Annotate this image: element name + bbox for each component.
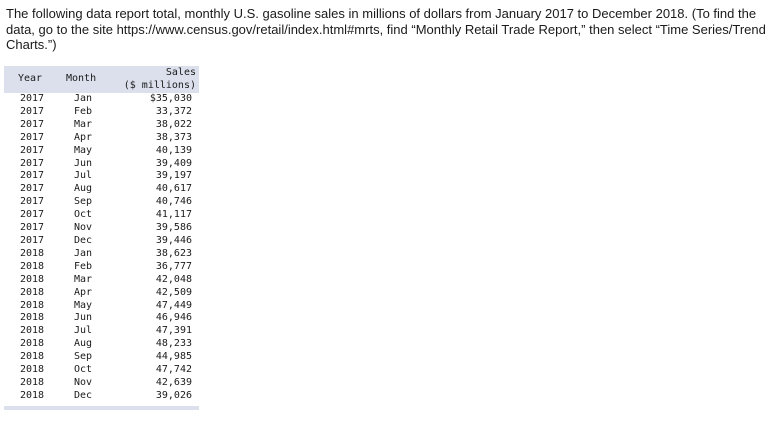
cell-month: May <box>74 299 93 311</box>
cell-sales: 36,777 <box>155 260 192 272</box>
table-row <box>4 196 199 209</box>
cell-sales: 39,446 <box>155 234 192 246</box>
cell-sales: 38,373 <box>155 131 192 143</box>
table-row <box>4 377 199 390</box>
table-row <box>4 364 199 377</box>
cell-year: 2018 <box>20 338 45 350</box>
cell-sales: 39,409 <box>155 157 192 169</box>
table-row <box>4 222 199 235</box>
cell-sales: 47,742 <box>155 364 192 376</box>
table-row <box>4 287 199 300</box>
cell-year: 2017 <box>20 157 45 169</box>
header-year: Year <box>4 66 64 93</box>
cell-year: 2018 <box>20 364 45 376</box>
cell-sales: 39,586 <box>155 222 192 234</box>
cell-month: Jun <box>74 157 93 169</box>
cell-sales: 42,639 <box>155 376 192 388</box>
table-row <box>4 132 199 145</box>
cell-year: 2017 <box>20 170 45 182</box>
cell-sales: 42,048 <box>155 273 192 285</box>
header-sales-line1: Sales <box>165 67 196 78</box>
table-row <box>4 235 199 248</box>
cell-month: Apr <box>74 131 93 143</box>
cell-year: 2018 <box>20 273 45 285</box>
cell-year: 2018 <box>20 389 45 401</box>
table-footer-bar <box>4 406 199 410</box>
table-row <box>4 300 199 313</box>
cell-year: 2018 <box>20 351 45 363</box>
cell-year: 2018 <box>20 247 45 259</box>
cell-month: Jan <box>74 93 93 104</box>
cell-year: 2018 <box>20 286 45 298</box>
cell-sales: 48,233 <box>155 338 192 350</box>
table-row <box>4 183 199 196</box>
cell-month: Sep <box>74 196 93 208</box>
cell-year: 2018 <box>20 312 45 324</box>
cell-year: 2017 <box>20 196 45 208</box>
table-row <box>4 209 199 222</box>
cell-sales: 44,985 <box>155 351 192 363</box>
table-row <box>4 158 199 171</box>
cell-year: 2017 <box>20 183 45 195</box>
cell-month: Jan <box>74 247 93 259</box>
cell-month: Dec <box>74 389 93 401</box>
cell-month: Jul <box>74 325 93 337</box>
cell-sales: 46,946 <box>155 312 192 324</box>
cell-month: Aug <box>74 338 93 350</box>
header-sales-line2: ($ millions) <box>123 79 196 91</box>
cell-sales: 38,623 <box>155 247 192 259</box>
cell-year: 2017 <box>20 93 45 104</box>
cell-month: Nov <box>74 376 93 388</box>
cell-month: Mar <box>74 118 93 130</box>
cell-sales: 40,139 <box>155 144 192 156</box>
table-row <box>4 351 199 364</box>
cell-month: Oct <box>74 364 93 376</box>
cell-month: May <box>74 144 93 156</box>
cell-month: Apr <box>74 286 93 298</box>
cell-sales: 40,746 <box>155 196 192 208</box>
cell-sales: 47,449 <box>155 299 192 311</box>
cell-year: 2017 <box>20 105 45 117</box>
cell-sales: 41,117 <box>155 209 192 221</box>
table-row <box>4 390 199 403</box>
cell-year: 2017 <box>20 222 45 234</box>
table-row <box>4 274 199 287</box>
cell-year: 2017 <box>20 118 45 130</box>
cell-sales: 40,617 <box>155 183 192 195</box>
header-sales <box>116 66 199 93</box>
cell-sales: 38,022 <box>155 118 192 130</box>
table-row <box>4 261 199 274</box>
cell-sales: $35,030 <box>149 93 192 104</box>
cell-month: Dec <box>74 234 93 246</box>
cell-year: 2017 <box>20 209 45 221</box>
cell-year: 2017 <box>20 131 45 143</box>
cell-month: Jul <box>74 170 93 182</box>
cell-year: 2017 <box>20 234 45 246</box>
cell-month: Feb <box>74 105 93 117</box>
cell-month: Nov <box>74 222 93 234</box>
table-row <box>4 325 199 338</box>
cell-year: 2018 <box>20 260 45 272</box>
cell-month: Mar <box>74 273 93 285</box>
cell-sales: 42,509 <box>155 286 192 298</box>
cell-month: Sep <box>74 351 93 363</box>
cell-year: 2018 <box>20 376 45 388</box>
cell-month: Jun <box>74 312 93 324</box>
header-row <box>4 66 199 93</box>
table-row <box>4 106 199 119</box>
gasoline-sales-table <box>4 66 199 403</box>
table-row <box>4 338 199 351</box>
header-month: Month <box>64 66 116 93</box>
table-row <box>4 119 199 132</box>
cell-month: Feb <box>74 260 93 272</box>
intro-paragraph: The following data report total, monthly U.S. gasoline sales in millions of dollars from January 2017 to December 2018. (To find the data, go to the site https://www.census.gov/retail/index.html#mrts, find “Monthly Retail Trade Report,” then select “Time Series/Trend Charts.”) <box>6 6 766 52</box>
table-row <box>4 248 199 261</box>
cell-sales: 47,391 <box>155 325 192 337</box>
table-row <box>4 170 199 183</box>
table-row <box>4 93 199 106</box>
cell-year: 2017 <box>20 144 45 156</box>
cell-sales: 39,197 <box>155 170 192 182</box>
cell-sales: 33,372 <box>155 105 192 117</box>
cell-month: Oct <box>74 209 93 221</box>
cell-year: 2018 <box>20 299 45 311</box>
table-row <box>4 145 199 158</box>
table-header <box>4 66 199 93</box>
table-body <box>4 93 199 403</box>
sales-table-container <box>4 66 199 410</box>
cell-sales: 39,026 <box>155 389 192 401</box>
table-row <box>4 312 199 325</box>
cell-year: 2018 <box>20 325 45 337</box>
cell-month: Aug <box>74 183 93 195</box>
